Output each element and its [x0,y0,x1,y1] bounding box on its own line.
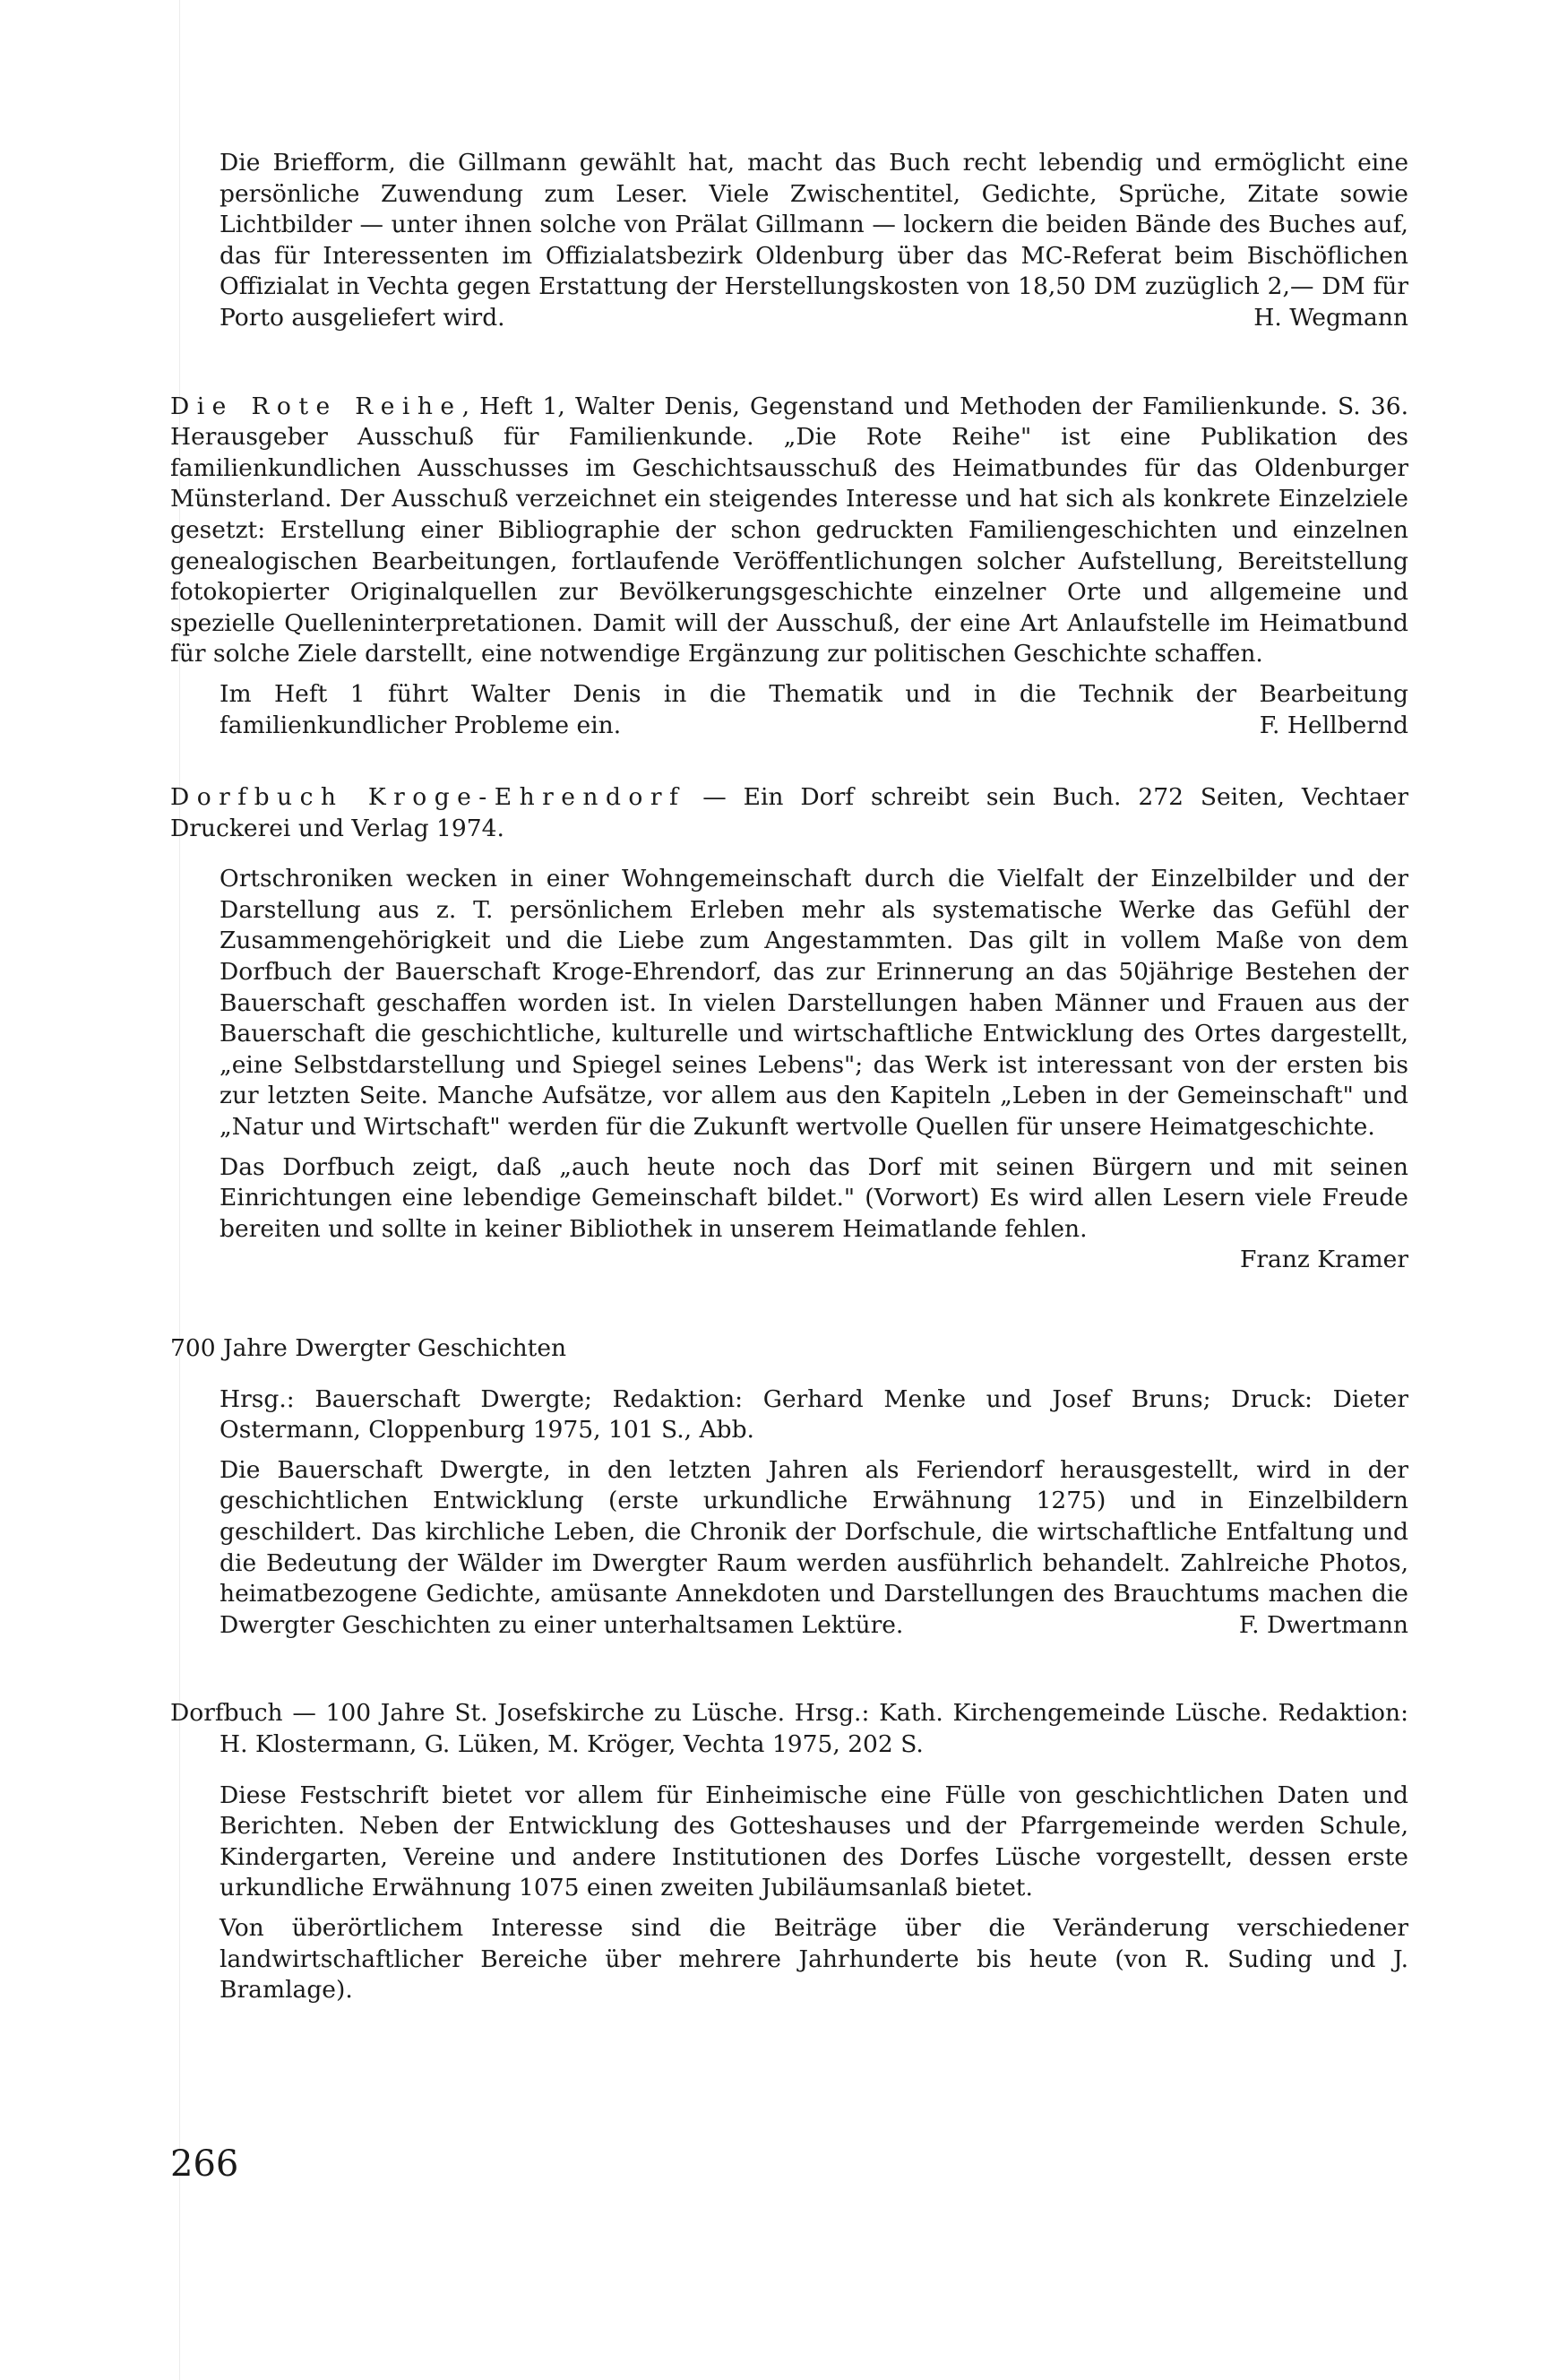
review-kroge-signature: Franz Kramer [1239,1246,1408,1274]
intro-paragraph [170,148,1408,334]
intro-text: Die Briefform, die Gillmann gewählt hat, macht das Buch recht lebendig und ermöglicht eine persönliche Zuwendung zum Leser. Viele Zwischentitel, Gedichte, Sprüche, Zitate sowie Lichtbilder — unter ihnen solche von Prälat Gillmann — lockern die beiden Bände des Buches auf, das für Interessenten im Offizialatsbezirk Oldenburg über das MC-Referat beim Bischöflichen Offizialat in Vechta gegen Erstattung der Herstellungskosten von 18,50 DM zuzüglich 2,— DM für Porto ausgeliefert wird. [220,149,1408,332]
review-rote-reihe-text2 [170,679,1408,741]
review-heading-rest: — Ein Dorf schreibt sein Buch. 272 Seiten, Vechtaer Druckerei und Verlag 1974. [170,783,1408,842]
review-kroge-text: Ortschroniken wecken in einer Wohngemeinschaft durch die Vielfalt der Einzelbilder und der Darstellung aus z. T. persönlichem Erleben mehr als systematische Werke das Gefühl der Zusammengehörigkeit und die Liebe zum Angestammten. Das gilt in vollem Maße von dem Dorfbuch der Bauerschaft Kroge-Ehrendorf, das zur Erinnerung an das 50jährige Bestehen der Bauerschaft geschaffen worden ist. In vielen Darstellungen haben Männer und Frauen aus der Bauerschaft die geschichtliche, kulturelle und wirtschaftliche Entwicklung des Ortes dargestellt, „eine Selbstdarstellung und Spiegel seines Lebens"; das Werk ist interessant von der ersten bis zur letzten Seite. Manche Aufsätze, vor allem aus den Kapiteln „Leben in der Gemeinschaft" und „Natur und Wirtschaft" werden für die Zukunft wertvolle Quellen für unsere Heimatgeschichte. [220,865,1408,1142]
review-signature: F. Dwertmann [1238,1610,1408,1639]
page-number: 266 [170,2143,239,2185]
review-rote-reihe-heading [170,392,1408,670]
review-text: Die Bauerschaft Dwergte, in den letzten Jahren als Feriendorf herausgestellt, wird in der geschichtlichen Entwicklung (erste urkundliche Erwähnung 1275) und in Einzelbildern geschildert. Das kirchliche Leben, die Chronik der Dorfschule, die wirtschaftliche Entfaltung und die Bedeutung der Wälder im Dwergter Raum werden ausführlich behandelt. Zahlreiche Photos, heimatbezogene Gedichte, amüsante Annekdoten und Darstellungen des Brauchtums machen die Dwergter Geschichten zu einer unterhaltsamen Lektüre. [220,1455,1408,1639]
review-luesche-text: Diese Festschrift bietet vor allem für Einheimische eine Fülle von geschichtlichen Daten und Berichten. Neben der Entwicklung des Gotteshauses und der Pfarrgemeinde werden Schule, Kindergarten, Vereine und andere Institutionen des Dorfes Lüsche vorgestellt, dessen erste urkundliche Erwähnung 1075 einen zweiten Jubiläumsanlaß bietet. [220,1781,1408,1902]
review-heading-text: , Heft 1, Walter Denis, Gegenstand und Methoden der Familienkunde. S. 36. Herausgeber Ausschuß für Familienkunde. „Die Rote Reihe" ist eine Publikation des familienkundlichen Ausschusses im Geschichtsausschuß des Heimatbundes für das Oldenburger Münsterland. Der Ausschuß verzeichnet ein steigendes Interesse und hat sich als konkrete Einzelziele gesetzt: Erstellung einer Bibliographie der schon gedruckten Familiengeschichten und einzelnen genealogischen Bearbeitungen, fortlaufende Veröffentlichungen solcher Aufstellung, Bereitstellung fotokopierter Originalquellen zur Bevölkerungsgeschichte einzelner Orte und allgemeine und spezielle Quelleninterpretationen. Damit will der Ausschuß, der eine Art Anlaufstelle im Heimatbund für solche Ziele darstellt, eine notwendige Ergänzung zur politischen Geschichte schaffen. [170,392,1408,668]
review-title: Die Rote Reihe [170,392,462,420]
review-title: Dorfbuch Kroge-Ehrendorf [170,783,686,812]
review-dwergte-biblio: Hrsg.: Bauerschaft Dwergte; Redaktion: Gerhard Menke und Josef Bruns; Druck: Dieter Ostermann, Cloppenburg 1975, 101 S., Abb. [220,1384,1408,1444]
review-luesche-heading: Dorfbuch — 100 Jahre St. Josefskirche zu Lüsche. Hrsg.: Kath. Kirchengemeinde Lüsche. Redaktion: H. Klostermann, G. Lüken, M. Kröger, Vechta 1975, 202 S. [170,1699,1408,1758]
review-kroge-heading [170,782,1408,844]
review-text: Im Heft 1 führt Walter Denis in die Thematik und in die Technik der Bearbeitung familienkundlicher Probleme ein. [220,679,1408,739]
review-signature: F. Hellbernd [1259,711,1408,739]
review-dwergte-paragraph [170,1455,1408,1642]
review-kroge-text2: Das Dorfbuch zeigt, daß „auch heute noch das Dorf mit seinen Bürgern und mit seinen Einrichtungen eine lebendige Gemeinschaft bildet." (Vorwort) Es wird allen Lesern viele Freude bereiten und sollte in keiner Bibliothek in unserem Heimatlande fehlen. [220,1152,1408,1243]
intro-signature: H. Wegmann [1253,303,1408,332]
page-body [170,148,1408,2006]
review-luesche-text2: Von überörtlichem Interesse sind die Beiträge über die Veränderung verschiedener landwirtschaftlicher Bereiche über mehrere Jahrhunderte bis heute (von R. Suding und J. Bramlage). [220,1913,1408,2005]
review-dwergte-heading: 700 Jahre Dwergter Geschichten [170,1334,567,1362]
